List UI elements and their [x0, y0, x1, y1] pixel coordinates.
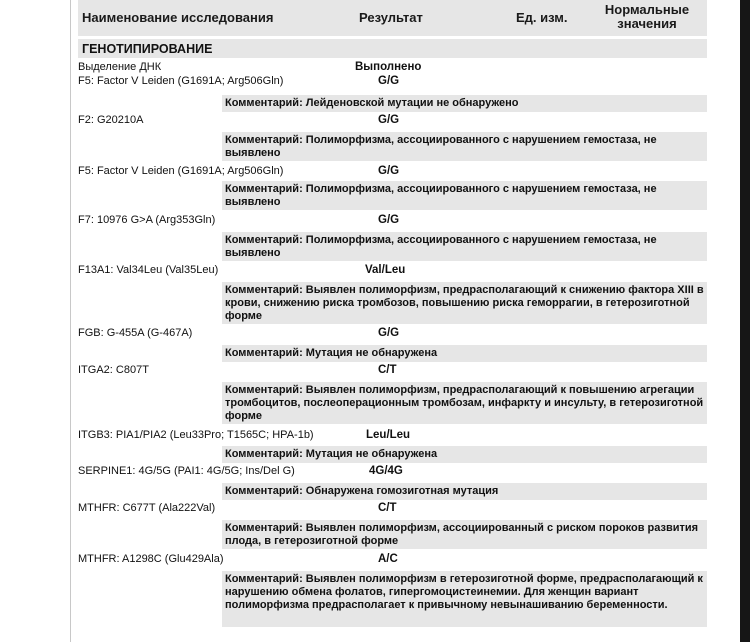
- test-name: F2: G20210A: [78, 114, 144, 126]
- test-name: F5: Factor V Leiden (G1691A; Arg506Gln): [78, 165, 284, 177]
- header-unit: Ед. изм.: [516, 10, 568, 25]
- table-header: [78, 0, 707, 36]
- test-comment: Комментарий: Обнаружена гомозиготная мутация: [222, 483, 707, 500]
- test-result: G/G: [378, 114, 400, 126]
- dna-row-name: Выделение ДНК: [78, 61, 162, 73]
- test-name: MTHFR: A1298C (Glu429Ala): [78, 553, 224, 565]
- test-comment: Комментарий: Мутация не обнаружена: [222, 345, 707, 362]
- test-result: Val/Leu: [365, 264, 406, 276]
- test-result: G/G: [378, 214, 400, 226]
- test-name: F7: 10976 G>A (Arg353Gln): [78, 214, 216, 226]
- test-name: F5: Factor V Leiden (G1691A; Arg506Gln): [78, 75, 284, 87]
- test-name: SERPINE1: 4G/5G (PAI1: 4G/5G; Ins/Del G): [78, 465, 295, 477]
- header-result: Результат: [359, 10, 423, 25]
- section-title: ГЕНОТИПИРОВАНИЕ: [78, 39, 707, 58]
- test-name: FGB: G-455A (G-467A): [78, 327, 193, 339]
- test-result: G/G: [378, 165, 400, 177]
- test-comment: Комментарий: Полиморфизма, ассоциированного с нарушением гемостаза, не выявлено: [222, 232, 707, 261]
- header-name: Наименование исследования: [82, 10, 274, 25]
- test-comment: Комментарий: Выявлен полиморфизм, предрасполагающий к снижению фактора XIII в крови, снижению риска тромбозов, повышению риска геморрагии, в гетерозиготной форме: [222, 282, 707, 324]
- test-comment: Комментарий: Полиморфизма, ассоциированного с нарушением гемостаза, не выявлено: [222, 132, 707, 161]
- test-name: F13A1: Val34Leu (Val35Leu): [78, 264, 219, 276]
- test-result: Leu/Leu: [366, 429, 411, 441]
- test-result: G/G: [378, 75, 400, 87]
- test-result: C/T: [378, 364, 397, 376]
- test-comment: Комментарий: Полиморфизма, ассоциированного с нарушением гемостаза, не выявлено: [222, 181, 707, 210]
- test-result: C/T: [378, 502, 397, 514]
- test-name: ITGB3: PIA1/PIA2 (Leu33Pro; T1565C; HPA-1b): [78, 429, 314, 441]
- test-result: G/G: [378, 327, 400, 339]
- test-name: MTHFR: C677T (Ala222Val): [78, 502, 216, 514]
- header-norm: Нормальные значения: [604, 2, 690, 31]
- dna-row-result: Выполнено: [355, 61, 422, 73]
- test-comment: Комментарий: Выявлен полиморфизм в гетерозиготной форме, предрасполагающий к нарушению обмена фолатов, гипергомоцистеинемии. Для женщин вариант полиморфизма предрасполагает к привычному невынашиванию беременности.: [222, 571, 707, 627]
- test-result: 4G/4G: [369, 465, 403, 477]
- window-scrollbar[interactable]: [740, 0, 750, 642]
- test-name: ITGA2: C807T: [78, 364, 149, 376]
- test-comment: Комментарий: Выявлен полиморфизм, ассоциированный с риском пороков развития плода, в гетерозиготной форме: [222, 520, 707, 549]
- test-comment: Комментарий: Лейденовской мутации не обнаружено: [222, 95, 707, 112]
- test-comment: Комментарий: Выявлен полиморфизм, предрасполагающий к повышению агрегации тромбоцитов, послеоперационным тромбозам, инфаркту и инсульту, в гетерозиготной форме: [222, 382, 707, 424]
- test-result: A/C: [378, 553, 398, 565]
- page-left-border: [70, 0, 71, 642]
- test-comment: Комментарий: Мутация не обнаружена: [222, 446, 707, 463]
